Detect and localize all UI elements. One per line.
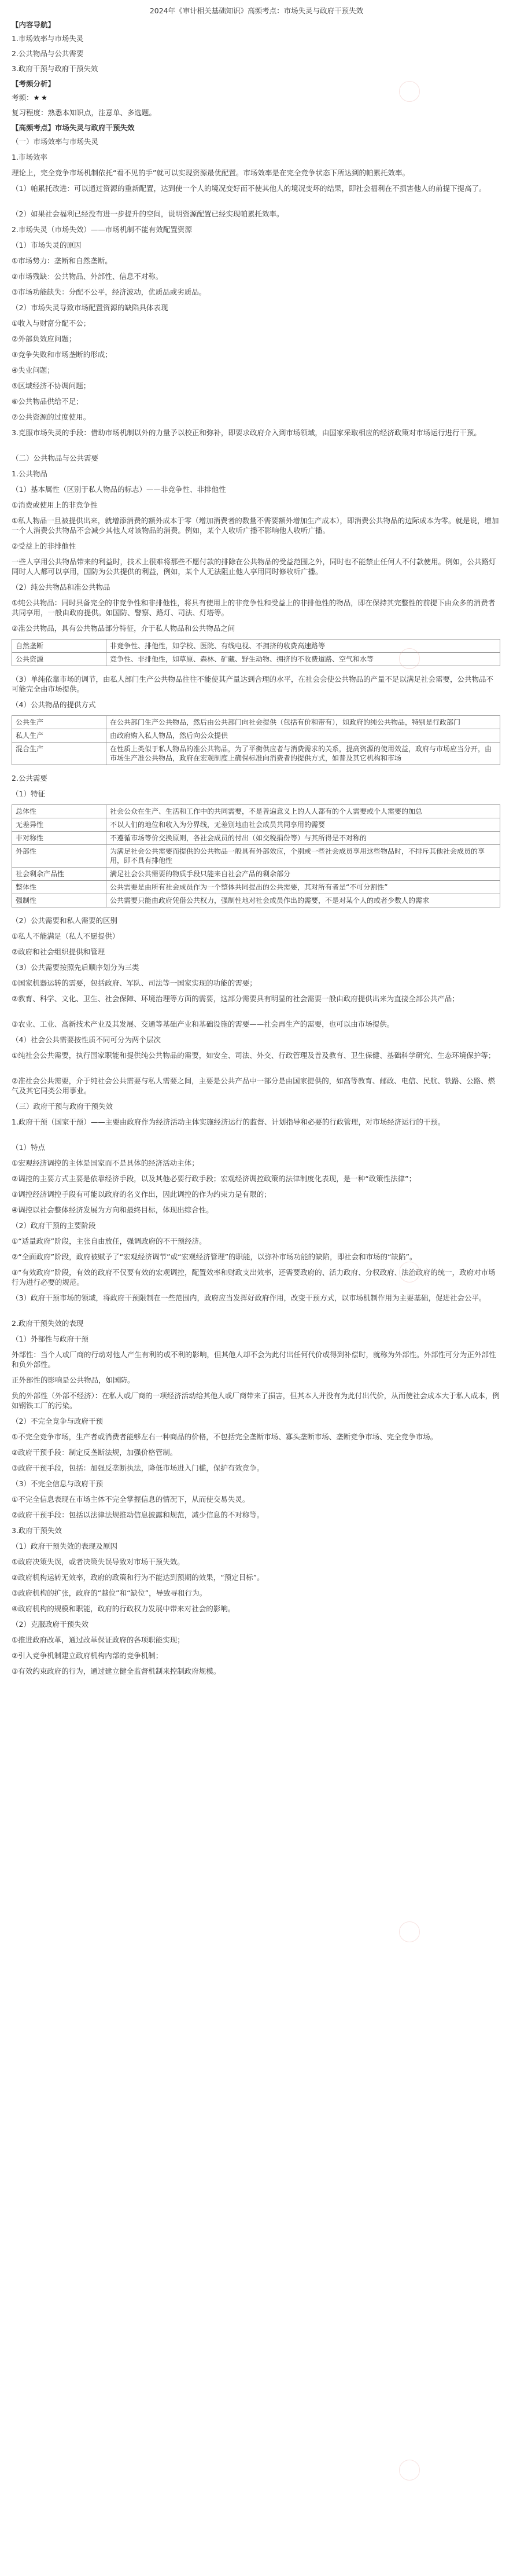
body-paragraph: （2）政府干预的主要阶段 bbox=[12, 1221, 96, 1230]
watermark-logo bbox=[399, 1921, 420, 1942]
table-row bbox=[12, 653, 500, 666]
analysis-label: 【考频分析】 bbox=[12, 79, 56, 88]
body-paragraph: （3）公共需要按照先后顺序划分为三类 bbox=[12, 963, 139, 972]
watermark-logo bbox=[399, 81, 420, 102]
body-paragraph: （1）特征 bbox=[12, 789, 45, 798]
body-paragraph: 1.公共物品 bbox=[12, 469, 47, 478]
body-paragraph: （二）公共物品与公共需要 bbox=[12, 454, 99, 462]
table-row bbox=[12, 805, 500, 818]
table-row-value: 公共需要是由所有社会成员作为一个整体共同提出的公共需要，其对所有者是“不可分割性” bbox=[106, 881, 500, 894]
table-row-label: 公共资源 bbox=[12, 653, 106, 666]
body-paragraph: （2）不完全竞争与政府干预 bbox=[12, 1417, 103, 1425]
body-paragraph: ②政府干预手段：制定反垄断法规，加强价格管制。 bbox=[12, 1448, 178, 1457]
table-row-label: 自然垄断 bbox=[12, 640, 106, 653]
body-paragraph: 理论上，完全竞争市场机制依托“看不见的手”就可以实现资源最优配置。市场效率是在完全竞争状态下所达到的帕累托效率。 bbox=[12, 168, 409, 177]
body-paragraph: ①不完全信息表现在市场主体不完全掌握信息的情况下，从而使交易失灵。 bbox=[12, 1495, 250, 1504]
table-row bbox=[12, 716, 500, 729]
body-paragraph: ①私人不能满足（私人不愿提供） bbox=[12, 932, 120, 940]
body-paragraph: ③“有效政府”阶段，有效的政府不仅要有效的宏观调控，配置效率和财政支出效率，还需要政府的、活力政府、分权政府、法治政府的统一，政府对市场行为进行必要的规范。 bbox=[12, 1268, 496, 1287]
body-paragraph: ②外部负效应问题； bbox=[12, 335, 76, 343]
table-row bbox=[12, 894, 500, 907]
body-paragraph: ①推进政府改革，通过改革保证政府的各项职能实现； bbox=[12, 1636, 184, 1644]
body-paragraph: ③竞争失败和市场垄断的形成； bbox=[12, 350, 112, 359]
advice-text: 复习程度：熟悉本知识点，注意单、多选题。 bbox=[12, 108, 157, 117]
body-paragraph: （1）特点 bbox=[12, 1143, 45, 1152]
body-paragraph: ①不完全竞争市场，生产者或消费者能够左右一种商品的价格，不包括完全垄断市场、寡头垄断市场、垄断竞争市场、完全竞争市场。 bbox=[12, 1432, 438, 1441]
body-paragraph: （1）帕累托改进：可以通过资源的重新配置，达到使一个人的境况变好而不使其他人的境况变坏的结果，即社会福利在不损害他人的前提下提高了。 bbox=[12, 184, 486, 193]
body-paragraph: ②政府机构运转无效率，政府的政策和行为不能达到预期的效果，“预定目标”。 bbox=[12, 1573, 264, 1582]
point-label: 【高频考点】市场失灵与政府干预失效 bbox=[12, 123, 135, 132]
table-row bbox=[12, 818, 500, 832]
body-paragraph: （2）市场失灵导致市场配置资源的缺陷具体表现 bbox=[12, 303, 168, 312]
body-paragraph: ③调控经济调控手段有可能以政府的名义作出，因此调控的作为约束力是有限的； bbox=[12, 1190, 271, 1199]
table-row-value: 不遵循市场等价交换原则，各社会成员的付出（如交税捐份等）与其所得是不对称的 bbox=[106, 832, 500, 845]
body-paragraph: （2）克服政府干预失效 bbox=[12, 1620, 88, 1629]
watermark-logo bbox=[399, 648, 420, 669]
table-row-label: 公共生产 bbox=[12, 716, 106, 729]
body-paragraph: ①国家机器运转的需要，包括政府、军队、司法等一国家实现的功能的需要； bbox=[12, 979, 257, 987]
table-supply-methods bbox=[12, 715, 500, 765]
body-paragraph: ②“全面政府”阶段，政府被赋予了“宏观经济调节”或“宏观经济管理”的职能，以弥补市场功能的缺陷，即社会和市场的“缺陷”。 bbox=[12, 1252, 417, 1261]
body-paragraph: 负的外部性（外部不经济）：在私人或厂商的一项经济活动给其他人或厂商带来了损害，但其本人并没有为此付出代价，从而使社会成本大于私人成本，例如钢铁工厂的污染。 bbox=[12, 1391, 500, 1410]
body-paragraph: ①“适量政府”阶段，主张自由放任，强调政府的不干预经济。 bbox=[12, 1237, 206, 1245]
table-row-value: 在性质上类似于私人物品的准公共物品，为了平衡供应者与消费需求的关系，提高资源的使用效益，政府与市场应当分开，由市场生产准公共物品，政府在宏观制度上确保标准向消费者的提供方式，如普及其它机构和市场 bbox=[106, 743, 500, 765]
table-row-value: 满足社会公共需要的物质手段只能来自社会产品的剩余部分 bbox=[106, 868, 500, 881]
table-row-label: 私人生产 bbox=[12, 729, 106, 743]
body-paragraph: 3.政府干预失效 bbox=[12, 1526, 62, 1535]
body-paragraph: （1）市场失灵的原因 bbox=[12, 241, 82, 249]
body-paragraph: ②准公共物品，具有公共物品部分特征，介于私人物品和公共物品之间 bbox=[12, 624, 235, 633]
watermark-logo bbox=[399, 2460, 420, 2481]
body-paragraph: ①收入与财富分配不公； bbox=[12, 319, 91, 328]
freq-stars: ★★ bbox=[33, 93, 49, 102]
body-paragraph: 外部性：当个人或厂商的行动对他人产生有利的或不利的影响，但其他人却不会为此付出任何代价或得到补偿时，就称为外部性。外部性可分为正外部性和负外部性。 bbox=[12, 1350, 496, 1369]
body-paragraph: （1）基本属性（区别于私人物品的标志）——非竞争性、非排他性 bbox=[12, 485, 226, 494]
table-row-value: 不以人们的地位和收入为分界线，无差别地由社会成员共同享用的需要 bbox=[106, 818, 500, 832]
body-paragraph: ①政府决策失误，或者决策失误导致对市场干预失效。 bbox=[12, 1557, 184, 1566]
table-row-value: 公共需要只能由政府凭借公共权力，强制性地对社会成员作出的需要，不是对某个人的或者少数人的需求 bbox=[106, 894, 500, 907]
body-paragraph: ②引入竞争机制建立政府机构内部的竞争机制； bbox=[12, 1651, 163, 1660]
body-paragraph: ①宏观经济调控的主体是国家而不是具体的经济活动主体； bbox=[12, 1159, 199, 1167]
body-paragraph: ③市场功能缺失：分配不公平，经济波动，优质品或劣质品。 bbox=[12, 288, 206, 296]
table-row bbox=[12, 729, 500, 743]
watermark-logo bbox=[399, 1262, 420, 1283]
nav-item: 2.公共物品与公共需要 bbox=[12, 49, 84, 58]
body-paragraph: ③有效约束政府的行为，通过建立健全监督机制来控制政府规模。 bbox=[12, 1667, 221, 1675]
table-row-label: 非对称性 bbox=[12, 832, 106, 845]
body-paragraph: （3）政府干预市场的领域，将政府干预限制在一些范围内，政府应当发挥好政府作用，改变干预方式，以市场机制作用为主要基础，促进社会公平。 bbox=[12, 1293, 486, 1302]
table-row bbox=[12, 743, 500, 765]
table-row bbox=[12, 640, 500, 653]
body-paragraph: ①纯公共物品：同时具备完全的非竞争性和非排他性，将具有使用上的非竞争性和受益上的非排他性的物品，即在保持其完整性的前提下由众多的消费者共同享用，一般由政府提供。如国防、警察、路灯、司法、灯塔等。 bbox=[12, 598, 496, 617]
nav-label: 【内容导航】 bbox=[12, 20, 56, 29]
body-paragraph: ①消费或使用上的非竞争性 bbox=[12, 501, 98, 509]
body-paragraph: （三）政府干预与政府干预失效 bbox=[12, 1102, 113, 1111]
body-paragraph: （4）公共物品的提供方式 bbox=[12, 700, 96, 709]
body-paragraph: ②教育、科学、文化、卫生、社会保障、环境治理等方面的需要，这部分需要具有明显的社会需要一般由政府提供出来为直接全部公共产品； bbox=[12, 994, 459, 1003]
table-row-value: 竞争性、非排他性，如草原、森林、矿藏、野生动物、拥挤的不收费道路、空气和水等 bbox=[106, 653, 500, 666]
body-paragraph: ②准社会公共需要，介于纯社会公共需要与私人需要之间，主要是公共产品中一部分是由国家提供的，如高等教育、邮政、电信、民航、铁路、公路、燃气及其它同类公用事业。 bbox=[12, 1076, 496, 1095]
table-public-need-features bbox=[12, 804, 500, 907]
table-row-value: 在公共部门生产公共物品，然后由公共部门向社会提供（包括有价和带有），如政府的纯公共物品，特别是行政部门 bbox=[106, 716, 500, 729]
body-paragraph: （4）社会公共需要按性质不同可分为两个层次 bbox=[12, 1035, 161, 1044]
table-row bbox=[12, 868, 500, 881]
table-row-label: 外部性 bbox=[12, 845, 106, 868]
body-paragraph: （2）公共需要和私人需要的区别 bbox=[12, 916, 117, 925]
body-paragraph: 1.市场效率 bbox=[12, 153, 47, 161]
table-row-label: 强制性 bbox=[12, 894, 106, 907]
nav-item: 3.政府干预与政府干预失效 bbox=[12, 64, 98, 73]
body-paragraph: ④政府机构的规模和职能，政府的行政权力发展中带来对社会的影响。 bbox=[12, 1604, 235, 1613]
body-paragraph: ①私人物品一旦被提供出来，就增添消费的额外成本于零（增加消费者的数量不需要额外增加生产成本），即消费公共物品的边际成本为零。就是说，增加一个人消费公共物品不会减少其他人对该物品的消费。例如，某个人收听广播不影响他人收听广播。 bbox=[12, 516, 499, 535]
body-paragraph: ⑤区域经济不协调问题； bbox=[12, 381, 91, 390]
table-row-label: 无差异性 bbox=[12, 818, 106, 832]
body-paragraph: 一些人享用公共物品带来的利益时，技术上很难将那些不愿付款的排除在公共物品的受益范围之外，同时也不能禁止任何人不付款使用。例如，公共路灯同时人人都可以享用，国防为公共提供的利益，例如，某个人无法阻止他人享用同时修收听广播。 bbox=[12, 557, 496, 576]
nav-item: 1.市场效率与市场失灵 bbox=[12, 34, 84, 43]
body-paragraph: ①市场势力：垄断和自然垄断。 bbox=[12, 256, 112, 265]
table-row bbox=[12, 845, 500, 868]
table-quasi-public-goods bbox=[12, 639, 500, 666]
body-paragraph: ②政府干预手段：包括以法律法规推动信息披露和规范，减少信息的不对称等。 bbox=[12, 1511, 264, 1519]
body-paragraph: 2.政府干预失效的表现 bbox=[12, 1319, 84, 1328]
body-paragraph: （一）市场效率与市场失灵 bbox=[12, 137, 99, 146]
body-paragraph: （2）如果社会福利已经没有进一步提升的空间，说明资源配置已经实现帕累托效率。 bbox=[12, 210, 284, 218]
table-row-label: 整体性 bbox=[12, 881, 106, 894]
body-paragraph: （3）不完全信息与政府干预 bbox=[12, 1479, 103, 1488]
body-paragraph: ④失业问题； bbox=[12, 366, 54, 374]
body-paragraph: 3.克服市场失灵的手段：借助市场机制以外的力量予以校正和弥补，即要求政府介入到市场领域，由国家采取相应的经济政策对市场运行进行干预。 bbox=[12, 428, 481, 437]
body-paragraph: 正外部性的影响是公共物品，如国防。 bbox=[12, 1376, 135, 1384]
body-paragraph: ④调控以社会整体经济发展为方向和最终目标，体现出综合性。 bbox=[12, 1206, 213, 1214]
table-row-label: 总体性 bbox=[12, 805, 106, 818]
body-paragraph: （1）政府干预失效的表现及原因 bbox=[12, 1542, 117, 1550]
body-paragraph: ③政府干预手段，包括：加强反垄断执法，降低市场进入门槛，保护有效竞争。 bbox=[12, 1464, 264, 1472]
table-row-value: 非竞争性、排他性，如学校、医院、有线电视、不拥挤的收费高速路等 bbox=[106, 640, 500, 653]
body-paragraph: ⑦公共资源的过度使用。 bbox=[12, 413, 91, 421]
body-paragraph: ③农业、工业、高新技术产业及其发展、交通等基础产业和基础设施的需要——社会再生产的需要，也可以由市场提供。 bbox=[12, 1020, 394, 1028]
body-paragraph: ③政府机构的扩张，政府的“越位”和“缺位”，导致寻租行为。 bbox=[12, 1589, 207, 1597]
body-paragraph: ②政府和社会组织提供和管理 bbox=[12, 947, 105, 956]
body-paragraph: （3）单纯依靠市场的调节，由私人部门生产公共物品往往不能使其产量达到合理的水平，在社会会使公共物品的产量不足以满足社会需要，公共物品不可能完全由市场提供。 bbox=[12, 675, 493, 693]
body-paragraph: 2.公共需要 bbox=[12, 774, 47, 782]
table-row bbox=[12, 832, 500, 845]
table-row-value: 由政府购入私人物品，然后向公众提供 bbox=[106, 729, 500, 743]
body-paragraph: ⑥公共物品供给不足； bbox=[12, 397, 83, 406]
body-paragraph: （1）外部性与政府干预 bbox=[12, 1335, 88, 1343]
page-title: 2024年《审计相关基础知识》高频考点：市场失灵与政府干预失效 bbox=[149, 6, 364, 15]
table-row-value: 为满足社会公共需要而提供的公共物品一般具有外部效应，个别或一些社会成员享用这些物品时，不排斥其他社会成员的享用，即不具有排他性 bbox=[106, 845, 500, 868]
body-paragraph: 2.市场失灵（市场失效）——市场机制不能有效配置资源 bbox=[12, 225, 192, 234]
body-paragraph: ②受益上的非排他性 bbox=[12, 542, 76, 550]
freq-label: 考频：★★ bbox=[12, 93, 49, 102]
table-row-label: 社会剩余产品性 bbox=[12, 868, 106, 881]
body-paragraph: ②市场残缺：公共物品、外部性、信息不对称。 bbox=[12, 272, 163, 281]
body-paragraph: ②调控的主要方式主要是依靠经济手段，以及其他必要行政手段；宏观经济调控政策的法律制度化表现，是一种“政策性法律”； bbox=[12, 1174, 416, 1183]
body-paragraph: （2）纯公共物品和准公共物品 bbox=[12, 583, 110, 591]
table-row-value: 社会公众在生产、生活和工作中的共同需要，不是普遍意义上的人人都有的个人需要或个人需要的加总 bbox=[106, 805, 500, 818]
body-paragraph: 1.政府干预（国家干预）——主要由政府作为经济活动主体实施经济运行的监督、计划指导和必要的行政管理，对市场经济运行的干预。 bbox=[12, 1118, 445, 1126]
table-row bbox=[12, 881, 500, 894]
body-paragraph: ①纯社会公共需要，执行国家职能和提供纯公共物品的需要，如安全、司法、外交、行政管理及普及教育、卫生保健、基础科学研究、生态环境保护等； bbox=[12, 1051, 496, 1060]
table-row-label: 混合生产 bbox=[12, 743, 106, 765]
